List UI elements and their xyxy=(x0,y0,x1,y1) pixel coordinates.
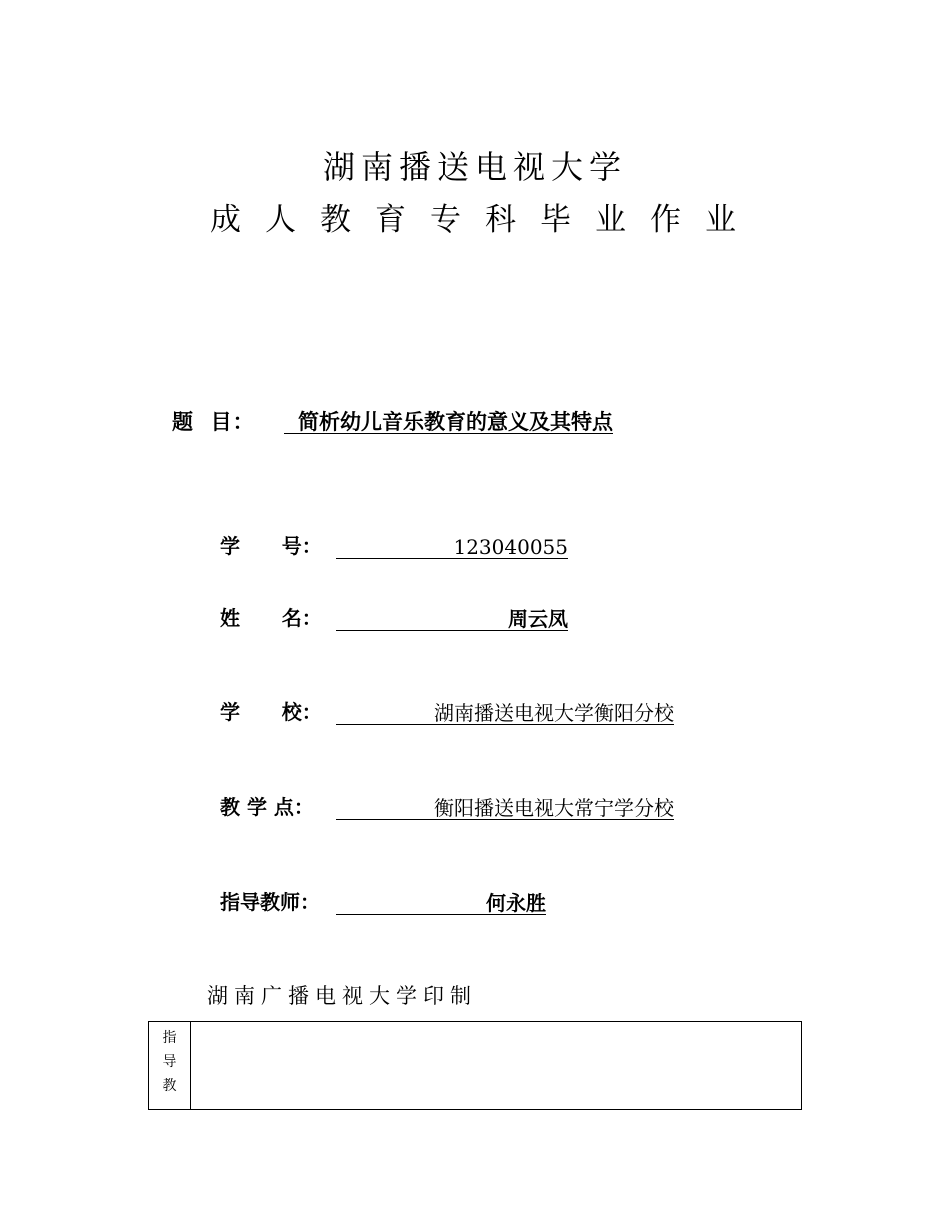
comment-content-cell[interactable] xyxy=(191,1022,801,1109)
comment-label-char: 导 xyxy=(162,1054,177,1070)
student-id-label: 学 号： xyxy=(220,534,322,558)
university-title: 湖南播送电视大学 xyxy=(322,148,627,186)
advisor-value: 何永胜 xyxy=(336,892,546,915)
name-value: 周云凤 xyxy=(336,608,568,631)
topic-value: 简析幼儿音乐教育的意义及其特点 xyxy=(284,411,613,434)
school-row xyxy=(220,696,674,725)
topic-label: 题 目： xyxy=(172,409,255,434)
site-row xyxy=(220,791,674,820)
student-id-row xyxy=(220,530,568,559)
document-subtitle: 成人教育专科毕业作业 xyxy=(210,202,760,238)
site-value: 衡阳播送电视大常宁学分校 xyxy=(336,797,674,820)
name-label: 姓 名： xyxy=(220,606,322,630)
school-label: 学 校： xyxy=(220,700,322,724)
printer-note: 湖南广播电视大学印制 xyxy=(207,984,477,1008)
advisor-comment-box xyxy=(148,1021,802,1110)
student-id-value: 123040055 xyxy=(336,536,568,559)
name-row xyxy=(220,602,568,631)
comment-label-char: 教 xyxy=(162,1078,177,1094)
site-label: 教 学 点： xyxy=(220,795,314,819)
topic-row xyxy=(172,406,613,436)
school-value: 湖南播送电视大学衡阳分校 xyxy=(336,702,674,725)
comment-label-cell xyxy=(149,1022,191,1109)
advisor-row xyxy=(220,886,546,915)
comment-label-char: 指 xyxy=(162,1030,177,1046)
advisor-label: 指导教师： xyxy=(220,890,320,914)
